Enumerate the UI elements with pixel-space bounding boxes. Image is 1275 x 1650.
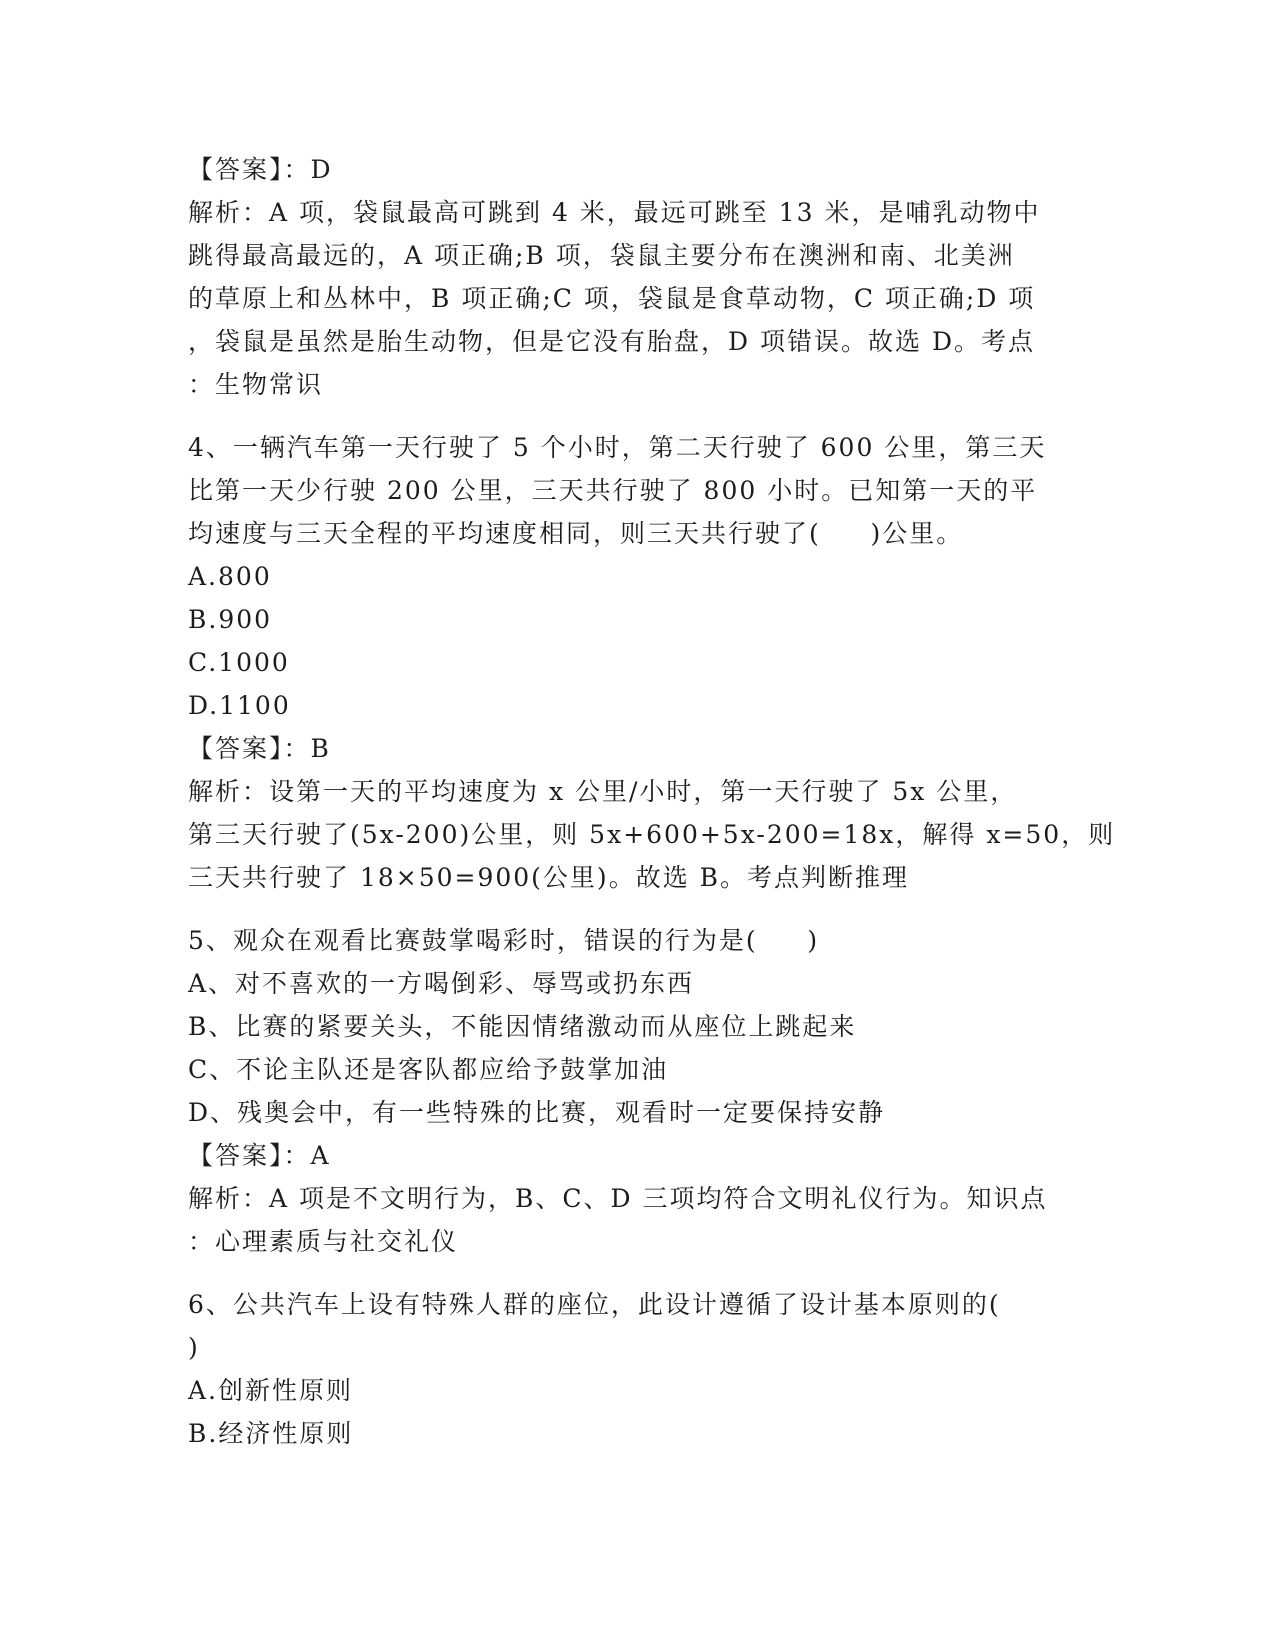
answer-label: 【答案】：A (188, 1141, 331, 1170)
spacer (188, 899, 1088, 919)
option-b: B、比赛的紧要关头，不能因情绪激动而从座位上跳起来 (188, 1012, 857, 1041)
option-c: C.1000 (188, 648, 290, 677)
analysis-line: ：心理素质与社交礼仪 (188, 1227, 459, 1256)
analysis-line: 解析：A 项是不文明行为，B、C、D 三项均符合文明礼仪行为。知识点 (188, 1184, 1048, 1213)
question-stem: 5、观众在观看比赛鼓掌喝彩时，错误的行为是( ) (188, 926, 820, 955)
question-stem: 均速度与三天全程的平均速度相同，则三天共行驶了( )公里。 (188, 519, 964, 548)
option-c: C、不论主队还是客队都应给予鼓掌加油 (188, 1055, 669, 1084)
question-stem: ) (188, 1333, 200, 1362)
document-content (188, 148, 1116, 1455)
answer-label: 【答案】：D (188, 155, 333, 184)
spacer (188, 1263, 1088, 1283)
option-d: D、残奥会中，有一些特殊的比赛，观看时一定要保持安静 (188, 1098, 886, 1127)
analysis-line: ：生物常识 (188, 370, 324, 399)
question-stem: 4、一辆汽车第一天行驶了 5 个小时，第二天行驶了 600 公里，第三天 (188, 433, 1047, 462)
analysis-line: 跳得最高最远的，A 项正确;B 项，袋鼠主要分布在澳洲和南、北美洲 (188, 241, 1015, 270)
question-stem: 6、公共汽车上设有特殊人群的座位，此设计遵循了设计基本原则的( (188, 1290, 1001, 1319)
analysis-line: 三天共行驶了 18×50=900(公里)。故选 B。考点判断推理 (188, 863, 910, 892)
option-d: D.1100 (188, 691, 291, 720)
question-6 (188, 1283, 1088, 1455)
question-5 (188, 919, 1088, 1263)
option-a: A.800 (188, 562, 272, 591)
analysis-line: 解析：设第一天的平均速度为 x 公里/小时，第一天行驶了 5x 公里， (188, 777, 1018, 806)
question-stem: 比第一天少行驶 200 公里，三天共行驶了 800 小时。已知第一天的平 (188, 476, 1038, 505)
spacer (188, 406, 1088, 426)
analysis-line: 的草原上和丛林中，B 项正确;C 项，袋鼠是食草动物，C 项正确;D 项 (188, 284, 1036, 313)
option-a: A、对不喜欢的一方喝倒彩、辱骂或扔东西 (188, 969, 695, 998)
prev-answer-block (188, 148, 1088, 406)
analysis-line: ，袋鼠是虽然是胎生动物，但是它没有胎盘，D 项错误。故选 D。考点 (188, 327, 1035, 356)
option-a: A.创新性原则 (188, 1376, 354, 1405)
analysis-line: 第三天行驶了(5x-200)公里，则 5x+600+5x-200=18x，解得 x=50，则 (188, 820, 1116, 849)
question-4 (188, 426, 1116, 899)
analysis-line: 解析：A 项，袋鼠最高可跳到 4 米，最远可跳至 13 米，是哺乳动物中 (188, 198, 1041, 227)
answer-label: 【答案】：B (188, 734, 331, 763)
option-b: B.900 (188, 605, 273, 634)
option-b: B.经济性原则 (188, 1419, 354, 1448)
